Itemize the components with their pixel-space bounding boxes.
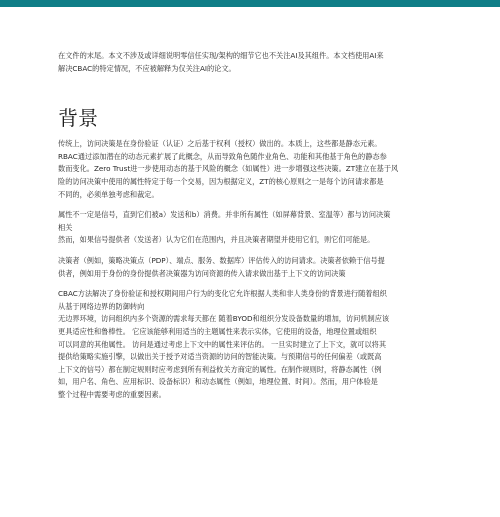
- text-line: RBAC通过添加潜在的动态元素扩展了此概念，从而导致角色随作业角色、功能和其他基于角色的静态参: [58, 151, 387, 161]
- text-line: 相关: [58, 222, 73, 232]
- text-line: 可以同意的其他属性。 访问是通过考虑上下文中的属性来评估的。 一旦实时建立了上下文，就可以将其: [58, 339, 387, 349]
- intro-paragraph: [58, 50, 448, 75]
- document-body: [58, 50, 448, 409]
- intro-line: 在文件的末尾。本文不涉及或详细说明零信任实现/架构的细节它也不关注AI及其组件。本文档使用AI来: [58, 51, 384, 60]
- intro-line: 解决CBAC的特定情况，不应被解释为仅关注AI的论文。: [58, 63, 236, 73]
- paragraph-1: [58, 138, 448, 201]
- text-line: 然而，如果信号提供者（发送者）认为它们在范围内，并且决策者期望并使用它们，则它们可能是。: [58, 235, 375, 245]
- section-heading: 背景: [58, 106, 98, 131]
- text-line: 供者，例如用于身份的身份提供者决策器为访问资源的传入请求做出基于上下文的访问决策: [58, 268, 346, 278]
- text-line: 提供给策略实施引擎，以做出关于授予对适当资源的访问的智能决策。与预期信号的任何偏差（或既高: [58, 352, 382, 362]
- text-line: 决策者（例如，策略决策点（PDP）、端点、服务、数据库）评估传入的访问请求。决策者依赖于信号提: [58, 255, 385, 265]
- paragraph-4: [58, 288, 448, 401]
- text-line: 更具适应性和鲁棒性。 它应该能够利用适当的主题属性来表示实体，它使用的设备，地理位置或组织: [58, 326, 377, 336]
- text-line: 不同的，必须单独考虑和裁定。: [58, 189, 159, 199]
- text-line: 险的访问决策中使用的属性特定于每一个交易，因为根据定义，ZT的核心原则之一是每个访问请求都是: [58, 176, 384, 186]
- top-accent-bar: [0, 0, 500, 7]
- text-line: 整个过程中需要考虑的重要因素。: [58, 389, 166, 399]
- text-line: 传统上，访问决策是在身份验证（认证）之后基于权利（授权）做出的。本质上，这些都是静态元素。: [58, 139, 382, 149]
- text-line: 属性不一定是信号，直到它们被a）发送和b）消费。并非所有属性（如屏幕背景、室温等）都与访问决策: [58, 210, 391, 220]
- text-line: CBAC方法解决了身份验证和授权期间用户行为的变化它允许根据人类和非人类身份的背景进行随着组织: [58, 289, 387, 299]
- paragraph-2: [58, 209, 448, 247]
- text-line: 从基于网络边界的防御转向: [58, 301, 145, 311]
- text-line: 如，用户名、角色、应用标识、设备标识）和动态属性（例如，地理位置、时间）。然而，用户体验是: [58, 377, 378, 387]
- text-line: 上下文的信号）都在制定规则时应考虑到所有利益攸关方商定的属性。在制作规则时，将静态属性（例: [58, 364, 382, 374]
- paragraph-3: [58, 255, 448, 280]
- text-line: 数而变化。Zero Trust进一步使用动态的基于风险的概念（如属性）进一步增强这些决策。ZT建立在基于风: [58, 164, 399, 174]
- text-line: 无边界环境，访问组织内多个资源的需求每天都在 随着BYOD和组织分发设备数量的增加，访问机制应该: [58, 314, 390, 324]
